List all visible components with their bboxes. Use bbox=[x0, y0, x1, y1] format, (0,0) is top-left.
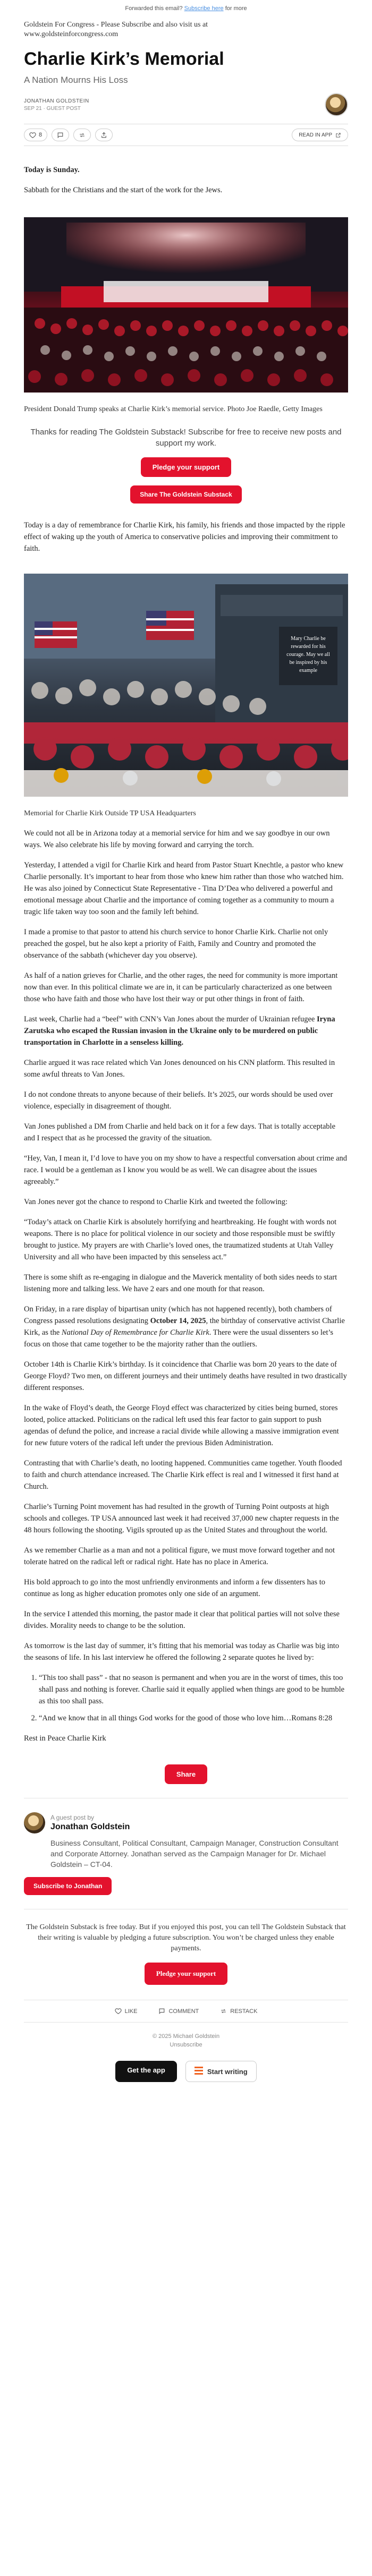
subscribe-cta-text: Thanks for reading The Goldstein Substack! Subscribe for free to receive new posts and support my work. bbox=[30, 428, 342, 448]
post-action-bar bbox=[24, 124, 348, 146]
memorial-stage-illustration bbox=[24, 217, 348, 393]
pledge-button[interactable]: Pledge your support bbox=[141, 457, 231, 477]
paragraph-beef bbox=[24, 1013, 348, 1048]
heart-icon bbox=[115, 2008, 122, 2015]
paragraph-goodbye: We could not all be in Arizona today at a memorial service for him and we say goodbye in our own ways. We also celebrate his life by moving forward and carrying the torch. bbox=[24, 829, 330, 849]
memorial-sign-line2: rewarded for his bbox=[291, 644, 326, 650]
resolution-text-2: , the birthday of conservative activist Charlie Kirk, as the bbox=[24, 1317, 345, 1337]
post-subtitle: A Nation Mourns His Loss bbox=[24, 75, 128, 85]
share-pill-button[interactable] bbox=[95, 129, 113, 141]
post-body bbox=[24, 164, 348, 196]
paragraph-birthday: October 14th is Charlie Kirk’s birthday. Is it coincidence that Charlie was born 20 years to the date of George Floyd? Two men, on different journeys and their untimely deaths have resulted in two drastically different responses. bbox=[24, 1360, 347, 1392]
share-substack-button[interactable]: Share The Goldstein Substack bbox=[130, 485, 241, 504]
post-title[interactable]: Charlie Kirk’s Memorial bbox=[24, 49, 224, 69]
guest-label: A guest post by bbox=[50, 1814, 95, 1821]
unsubscribe-link[interactable]: Unsubscribe bbox=[170, 2042, 202, 2048]
paragraph-race: Charlie argued it was race related which Van Jones denounced on his CNN platform. This resulted in some awful threats to Van Jones. bbox=[24, 1059, 335, 1079]
paragraph-dialogue: There is some shift as re-engaging in dialogue and the Maverick mentality of both sides needs to start listening more and talking less. We have 2 ears and one mouth for that reason. bbox=[24, 1273, 337, 1293]
copyright-line: © 2025 Michael Goldstein bbox=[152, 2033, 220, 2040]
paragraph-tweet: “Today’s attack on Charlie Kirk is absolutely horrifying and heartbreaking. He fought with words not weapons. There is no place for political violence in our society and those responsible must be swiftly brought to justice. My prayers are with Charlie’s loved ones, the traumatized students at Utah Valley University and all who have been impacted by this senseless act.” bbox=[24, 1218, 337, 1261]
paragraph-condone: I do not condone threats to anyone because of their beliefs. It’s 2025, our words should be used over violence, especially in disagreement of thought. bbox=[24, 1090, 333, 1111]
photo2-caption: Memorial for Charlie Kirk Outside TP USA Headquarters bbox=[24, 809, 196, 817]
resolution-text-1: On Friday, in a rare display of bipartisan unity (which has not happened recently), both chambers of Congress passed resolutions designating bbox=[24, 1305, 332, 1325]
byline bbox=[24, 93, 348, 116]
paragraph-remembrance: Today is a day of remembrance for Charlie Kirk, his family, his friends and those impacted by the ripple effect of waking up the youth of America to conservative policies and improving their commitment to faith. bbox=[24, 521, 345, 553]
read-in-app-button[interactable] bbox=[292, 129, 348, 141]
like-button[interactable] bbox=[24, 129, 47, 141]
substack-logo-icon bbox=[195, 2067, 203, 2076]
paragraph-turning-point: Charlie’s Turning Point movement has had resulted in the growth of Turning Point outposts at high schools and colleges. TP USA announced last week it had received 37,000 new chapter requests in the 48 hours following the shooting. Vigils sprouted up as the United States and throughout the world. bbox=[24, 1503, 339, 1534]
guest-avatar[interactable] bbox=[24, 1812, 45, 1833]
author-name[interactable]: JONATHAN GOLDSTEIN bbox=[24, 98, 89, 104]
footer-comment-button[interactable] bbox=[158, 2008, 199, 2015]
post-body-3 bbox=[24, 828, 348, 1744]
paragraph-bold-approach: His bold approach to go into the most unfriendly environments and inform a few dissenters has to continue as long as higher education promotes only one side of an argument. bbox=[24, 1578, 326, 1598]
comment-icon bbox=[57, 132, 64, 139]
subscribe-cta bbox=[24, 427, 348, 504]
share-icon bbox=[100, 132, 107, 139]
share-cta bbox=[24, 1756, 348, 1784]
memorial-sign-line1: Mary Charlie be bbox=[291, 636, 326, 642]
quote-item-1: 1. “This too shall pass” - that no season is permanent and when you are in the worst of times, this too shall pass and nothing is forever. Charlie said it equally applied when things are good to be humble as this too shall pass. bbox=[39, 1672, 348, 1707]
external-link-icon bbox=[335, 132, 341, 138]
post-container bbox=[24, 20, 348, 2098]
forward-text: Forwarded this email? bbox=[125, 5, 183, 12]
post-date: SEP 21 · GUEST POST bbox=[24, 105, 81, 112]
paragraph-grief: As half of a nation grieves for Charlie, and the other rages, the need for community is more important now than ever. In this political climate we are in, it can be particularly characterized as one between those who have faith and those who have lost their way or put other things in front of faith. bbox=[24, 971, 338, 1003]
paragraph-vigil: Yesterday, I attended a vigil for Charlie Kirk and heard from Pastor Stuart Knechtle, a pastor who knew Charlie personally. It’s important to hear from those who knew him rather than those who watched him. He was also joined by Connecticut State Representative - Tina D’Dea who delivered a powerful and emotional message about Charlie and the importance of coming together as a community to mourn a tragic life taken way too soon and the family left behind. bbox=[24, 861, 344, 916]
comment-icon bbox=[158, 2008, 165, 2015]
share-button[interactable]: Share bbox=[165, 1764, 207, 1784]
subscribe-link[interactable]: Subscribe here bbox=[184, 5, 224, 12]
comment-button[interactable] bbox=[52, 129, 69, 141]
paragraph-dm-quote: “Hey, Van, I mean it, I’d love to have you on my show to have a respectful conversation about crime and race. I would be a gentleman as I know you would be as well. We can disagree about the issues agreeably.” bbox=[24, 1154, 348, 1186]
paragraph-sabbath: Sabbath for the Christians and the start of the work for the Jews. bbox=[24, 186, 223, 194]
paragraph-remember: As we remember Charlie as a man and not a political figure, we must move forward together and not tolerate hatred on the radical left or radical right. Hate has no place in America. bbox=[24, 1546, 335, 1566]
memorial-tpusa-illustration bbox=[24, 574, 348, 797]
memorial-sign-line5: example bbox=[299, 668, 317, 673]
footer-restack-button[interactable] bbox=[220, 2008, 257, 2015]
start-writing-label: Start writing bbox=[207, 2067, 248, 2076]
pledge-note-text: The Goldstein Substack is free today. But if you enjoyed this post, you can tell The Goldstein Substack that their writing is valuable by pledging a future subscription. You won’t be charged unless they enable payments. bbox=[26, 1923, 346, 1952]
pledge-button-footer[interactable]: Pledge your support bbox=[145, 1963, 227, 1985]
restack-button[interactable] bbox=[73, 129, 91, 141]
footer-action-bar bbox=[24, 2000, 348, 2023]
resolution-date: October 14, 2025 bbox=[150, 1317, 206, 1325]
footer-comment-label: COMMENT bbox=[168, 2008, 199, 2015]
like-count: 8 bbox=[39, 132, 43, 138]
author-avatar[interactable] bbox=[325, 93, 348, 116]
subscribe-to-jonathan-button[interactable]: Subscribe to Jonathan bbox=[24, 1877, 112, 1895]
paragraph-rip: Rest in Peace Charlie Kirk bbox=[24, 1734, 106, 1743]
copyright bbox=[24, 2032, 348, 2049]
footer-like-button[interactable] bbox=[115, 2008, 138, 2015]
footer-restack-label: RESTACK bbox=[230, 2008, 258, 2015]
guest-author-card bbox=[24, 1798, 348, 1895]
paragraph-contrast: Contrasting that with Charlie’s death, no looting happened. Communities came together. Youth flooded to faith and church attendance increased. The Charlie Kirk effect is real and I witnessed it first hand at Church. bbox=[24, 1459, 342, 1491]
paragraph-summer: As tomorrow is the last day of summer, it’s fitting that his memorial was today as Charlie was big into the seasons of life. In his last interview he offered the following 2 separate quotes he lived by: bbox=[24, 1642, 340, 1662]
restack-icon bbox=[220, 2008, 227, 2015]
restack-icon bbox=[79, 132, 86, 139]
forward-banner bbox=[0, 0, 372, 14]
pre-header bbox=[24, 20, 348, 39]
guest-bio: Business Consultant, Political Consultant, Campaign Manager, Construction Consultant and Corporate Attorney. Jonathan served as the Campaign Manager for Dr. Michael Goldstein – CT-04. bbox=[50, 1839, 339, 1869]
app-buttons bbox=[24, 2061, 348, 2098]
paragraph-tweet-intro: Van Jones never got the chance to respond to Charlie Kirk and tweeted the following: bbox=[24, 1198, 288, 1206]
quote-item-2: 2. “And we know that in all things God works for the good of those who love him…Romans 8:28 bbox=[39, 1712, 348, 1724]
memorial-tpusa-photo[interactable] bbox=[24, 574, 348, 797]
resolution-day-name: National Day of Remembrance for Charlie Kirk bbox=[61, 1328, 209, 1337]
pre-header-line1: Goldstein For Congress - Please Subscribe and also visit us at bbox=[24, 21, 208, 29]
footer-like-label: LIKE bbox=[124, 2008, 138, 2015]
resolution-text-3: . There were the usual dissenters so let’s focus on those that came together to be the majority rather than the outliers. bbox=[24, 1328, 334, 1349]
memorial-sign-line4: be inspired by his bbox=[289, 660, 327, 666]
memorial-stage-photo[interactable] bbox=[24, 217, 348, 393]
paragraph-service: In the service I attended this morning, the pastor made it clear that political parties will not solve these divides. Morality needs to change to be the solution. bbox=[24, 1610, 340, 1630]
paragraph-promise: I made a promise to that pastor to attend his church service to honor Charlie Kirk. Charlie not only preached the gospel, but he also kept a priority of Faith, Family and Country and promoted the observance of the sabbath (whichever day you observe). bbox=[24, 928, 328, 960]
quotes-list bbox=[24, 1672, 348, 1724]
start-writing-button[interactable] bbox=[185, 2061, 257, 2082]
pledge-note bbox=[24, 1909, 348, 1985]
paragraph-resolution bbox=[24, 1303, 348, 1350]
paragraph-floyd: In the wake of Floyd’s death, the George Floyd effect was characterized by cities being burned, stores looted, police attacked. Politicians on the radical left used this fear factor to gain support to push agendas of defund the police, and increase a racial divide while allowing a massive immigration event for new future voters of the radical left under the previous Biden Administration. bbox=[24, 1404, 339, 1447]
heart-icon bbox=[29, 132, 36, 139]
pre-header-website[interactable]: www.goldsteinforcongress.com bbox=[24, 30, 119, 38]
read-in-app-label: READ IN APP bbox=[299, 132, 332, 138]
paragraph-today: Today is Sunday. bbox=[24, 166, 80, 174]
memorial-sign-line3: courage. May we all bbox=[286, 652, 330, 658]
forward-suffix: for more bbox=[225, 5, 247, 12]
paragraph-dm: Van Jones published a DM from Charlie and held back on it for a few days. That is totally acceptable and I respect that as he processed the gravity of the situation. bbox=[24, 1122, 336, 1142]
guest-name[interactable]: Jonathan Goldstein bbox=[50, 1822, 130, 1831]
photo1-caption: President Donald Trump speaks at Charlie Kirk’s memorial service. Photo Joe Raedle, Getty Images bbox=[24, 405, 323, 413]
paragraph-beef-bold: Iryna Zarutska who escaped the Russian invasion in the Ukraine only to be murdered on public transportation in Charlotte in a senseless killing. bbox=[24, 1015, 335, 1047]
post-body-2 bbox=[24, 519, 348, 555]
paragraph-beef-text: Last week, Charlie had a “beef” with CNN’s Van Jones about the murder of Ukrainian refugee bbox=[24, 1015, 317, 1023]
get-the-app-button[interactable]: Get the app bbox=[115, 2061, 177, 2082]
